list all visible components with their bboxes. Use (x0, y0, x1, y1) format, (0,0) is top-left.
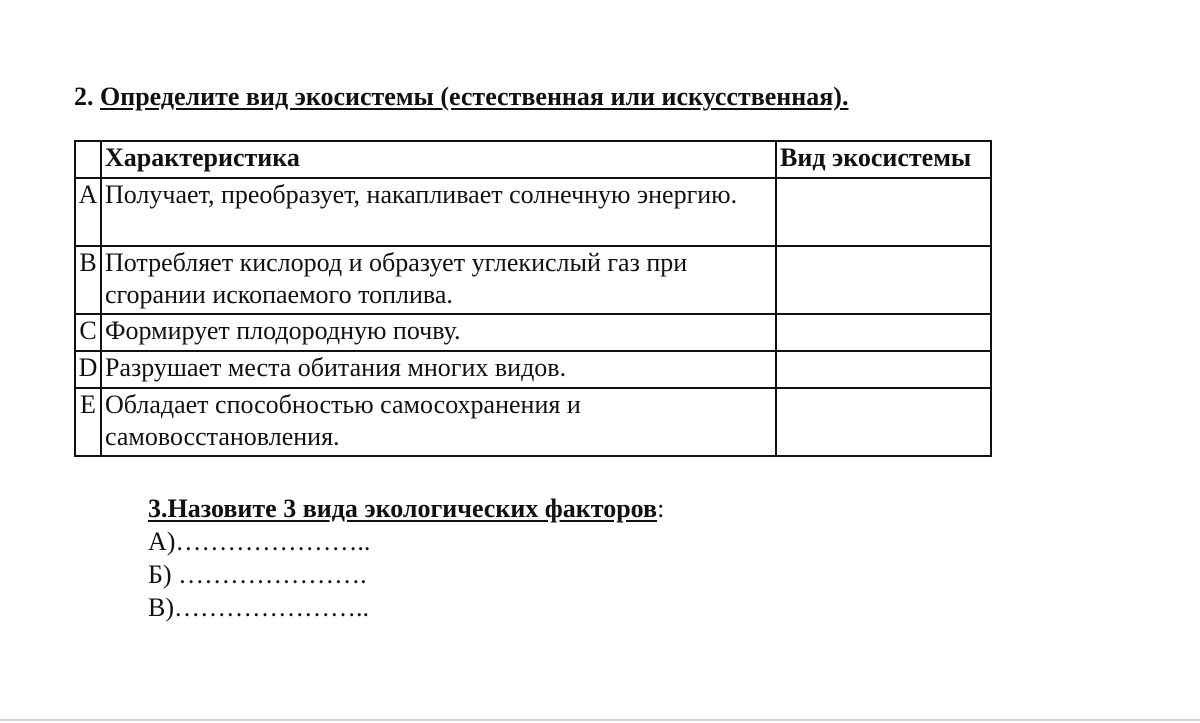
question-2-text: Определите вид экосистемы (естественная или искусственная). (100, 82, 849, 111)
answer-line-v[interactable]: В)………………….. (148, 593, 369, 622)
table-row (75, 178, 991, 246)
row-characteristic: Потребляет кислород и образует углекислый газ при сгорании ископаемого топлива. (101, 246, 776, 314)
question-2-title (74, 82, 848, 112)
question-3-title: 3.Назовите 3 вида экологических факторов (148, 494, 658, 523)
row-ecosystem-type-answer[interactable] (776, 314, 991, 351)
page-bottom-divider (0, 719, 1200, 721)
row-ecosystem-type-answer[interactable] (776, 351, 991, 388)
table-header-row (75, 141, 991, 178)
row-ecosystem-type-answer[interactable] (776, 388, 991, 456)
row-letter: C (75, 314, 101, 351)
row-characteristic: Формирует плодородную почву. (101, 314, 776, 351)
answer-line-b[interactable]: Б) …………………. (148, 560, 367, 589)
header-ecosystem-type: Вид экосистемы (776, 141, 991, 178)
question-2-dot: . (87, 82, 100, 111)
question-2-number: 2 (74, 82, 87, 111)
header-letter-cell (75, 141, 101, 178)
table-row (75, 351, 991, 388)
table-row (75, 388, 991, 456)
question-3-colon: : (657, 494, 665, 523)
row-ecosystem-type-answer[interactable] (776, 178, 991, 246)
header-characteristic: Характеристика (101, 141, 776, 178)
row-letter: B (75, 246, 101, 314)
row-characteristic: Обладает способностью самосохранения и самовосстановления. (101, 388, 776, 456)
question-3-block (148, 492, 664, 624)
row-ecosystem-type-answer[interactable] (776, 246, 991, 314)
answer-line-a[interactable]: А)………………….. (148, 527, 371, 556)
table-row (75, 314, 991, 351)
question-3-heading (148, 492, 664, 525)
row-characteristic: Разрушает места обитания многих видов. (101, 351, 776, 388)
row-letter: E (75, 388, 101, 456)
table-row (75, 246, 991, 314)
row-letter: D (75, 351, 101, 388)
ecosystem-table (74, 140, 992, 457)
row-letter: A (75, 178, 101, 246)
row-characteristic: Получает, преобразует, накапливает солнечную энергию. (101, 178, 776, 246)
